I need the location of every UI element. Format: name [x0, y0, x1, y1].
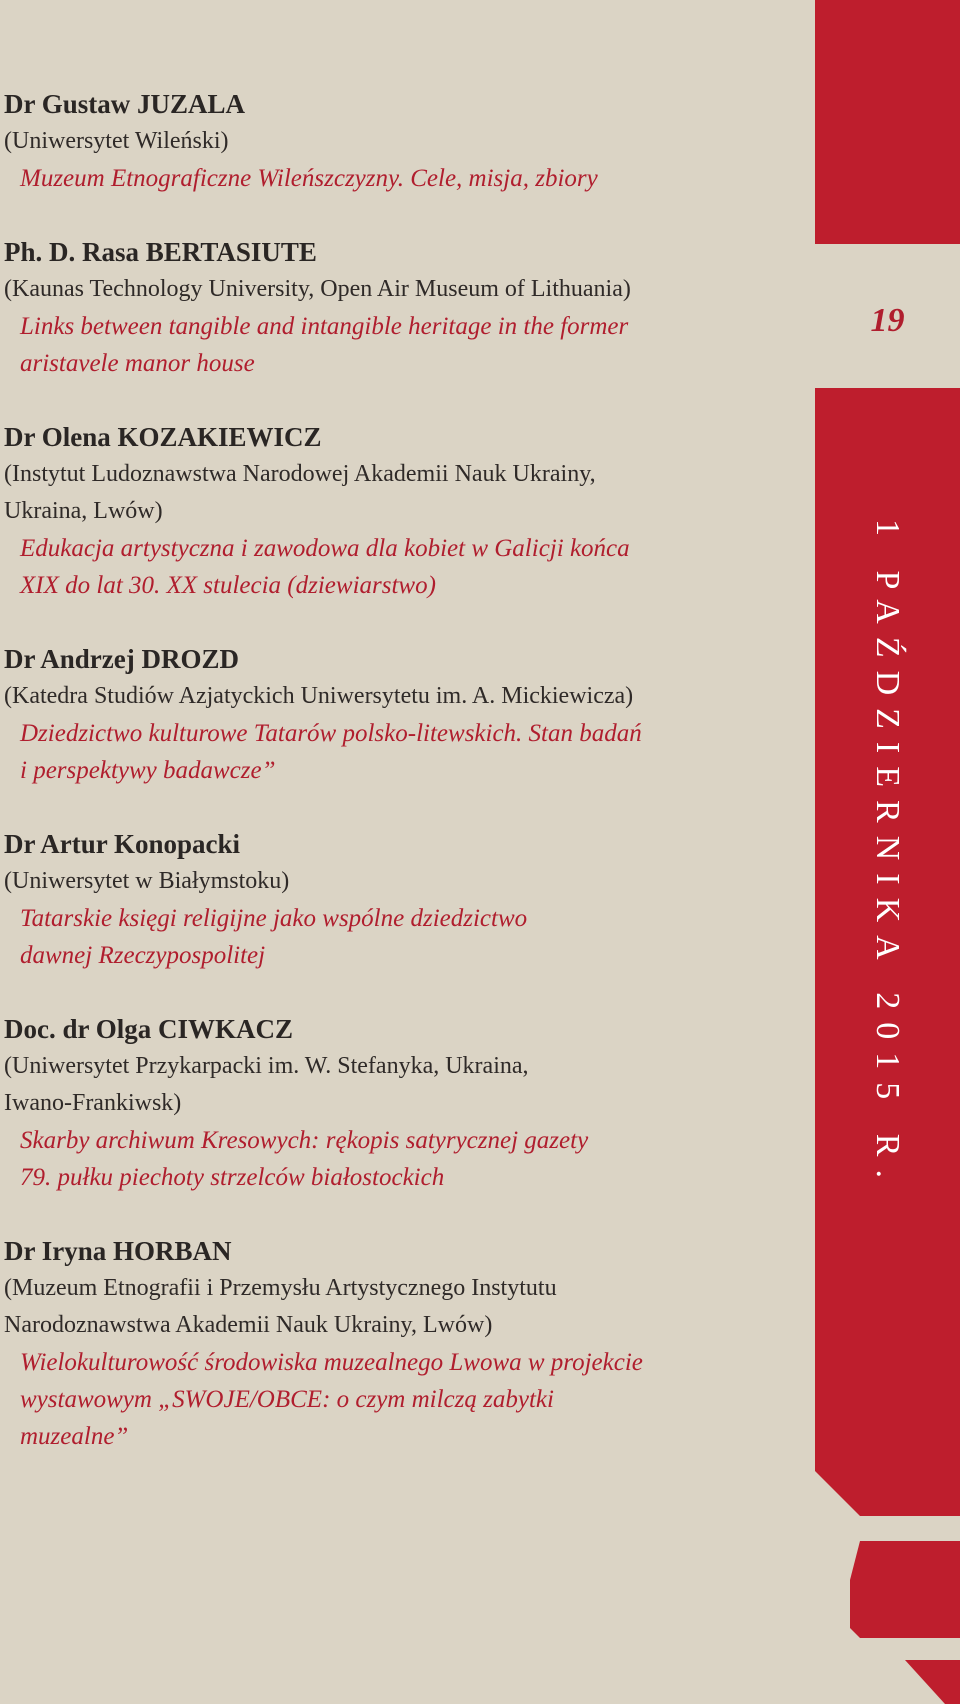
talk-title: [4, 1122, 804, 1196]
program-entry: [4, 86, 804, 197]
program-entry: [4, 641, 804, 789]
title-line: i perspektywy badawcze”: [20, 757, 276, 784]
top-red-block: [815, 0, 960, 244]
speaker-affiliation: [4, 456, 804, 530]
program-entry: [4, 1233, 804, 1455]
speaker-affiliation: [4, 863, 804, 900]
affiliation-line: (Muzeum Etnografii i Przemysłu Artystycznego Instytutu: [4, 1275, 557, 1301]
speaker-name: Ph. D. Rasa BERTASIUTE: [4, 237, 317, 267]
speaker-name: Dr Olena KOZAKIEWICZ: [4, 422, 322, 452]
title-line: Skarby archiwum Kresowych: rękopis satyrycznej gazety: [20, 1127, 589, 1154]
title-line: 79. pułku piechoty strzelców białostockich: [20, 1164, 445, 1191]
affiliation-line: Ukraina, Lwów): [4, 498, 163, 524]
speaker-name: Dr Artur Konopacki: [4, 829, 241, 859]
program-entry: [4, 1011, 804, 1196]
title-line: XIX do lat 30. XX stulecia (dziewiarstwo): [20, 572, 436, 599]
speaker-affiliation: [4, 1270, 804, 1344]
talk-title: [4, 1344, 804, 1455]
affiliation-line: (Uniwersytet Wileński): [4, 128, 229, 154]
title-line: Tatarskie księgi religijne jako wspólne dziedzictwo: [20, 905, 528, 932]
affiliation-line: (Kaunas Technology University, Open Air Museum of Lithuania): [4, 276, 631, 302]
program-entry: [4, 419, 804, 604]
title-line: Muzeum Etnograficzne Wileńszczyzny. Cele, misja, zbiory: [20, 165, 598, 192]
speaker-affiliation: [4, 678, 804, 715]
program-entry: [4, 234, 804, 382]
talk-title: [4, 715, 804, 789]
talk-title: [4, 900, 804, 974]
title-line: Edukacja artystyczna i zawodowa dla kobiet w Galicji końca: [20, 535, 630, 562]
speaker-name: Dr Iryna HORBAN: [4, 1236, 232, 1266]
title-line: Wielokulturowość środowiska muzealnego Lwowa w projekcie: [20, 1349, 643, 1376]
title-line: Links between tangible and intangible heritage in the former: [20, 313, 629, 340]
speaker-name: Dr Gustaw JUZALA: [4, 89, 246, 119]
speaker-name: Dr Andrzej DROZD: [4, 644, 239, 674]
talk-title: [4, 160, 804, 197]
date-sidebar: [815, 0, 960, 1704]
ribbon-corner: [905, 1660, 960, 1704]
speaker-affiliation: [4, 1048, 804, 1122]
talk-title: [4, 530, 804, 604]
page-number: 19: [870, 302, 905, 339]
title-line: aristavele manor house: [20, 350, 255, 377]
talk-title: [4, 308, 804, 382]
title-line: dawnej Rzeczypospolitej: [20, 942, 266, 969]
title-line: muzealne”: [20, 1423, 129, 1450]
title-line: wystawowym „SWOJE/OBCE: o czym milczą zabytki: [20, 1386, 554, 1413]
ribbon-tab-lower: [850, 1541, 960, 1638]
speaker-affiliation: [4, 123, 804, 160]
title-line: Dziedzictwo kulturowe Tatarów polsko-litewskich. Stan badań: [20, 720, 642, 747]
affiliation-line: (Uniwersytet Przykarpacki im. W. Stefanyka, Ukraina,: [4, 1053, 529, 1079]
event-date: 1 PAŹDZIERNIKA 2015 R.: [869, 519, 906, 1191]
affiliation-line: Iwano-Frankiwsk): [4, 1090, 182, 1116]
speaker-name: Doc. dr Olga CIWKACZ: [4, 1014, 294, 1044]
program-list: [4, 86, 804, 1492]
affiliation-line: (Uniwersytet w Białymstoku): [4, 868, 290, 894]
affiliation-line: (Katedra Studiów Azjatyckich Uniwersytetu im. A. Mickiewicza): [4, 683, 634, 709]
affiliation-line: (Instytut Ludoznawstwa Narodowej Akademii Nauk Ukrainy,: [4, 461, 596, 487]
program-entry: [4, 826, 804, 974]
speaker-affiliation: [4, 271, 804, 308]
affiliation-line: Narodoznawstwa Akademii Nauk Ukrainy, Lwów): [4, 1312, 493, 1338]
